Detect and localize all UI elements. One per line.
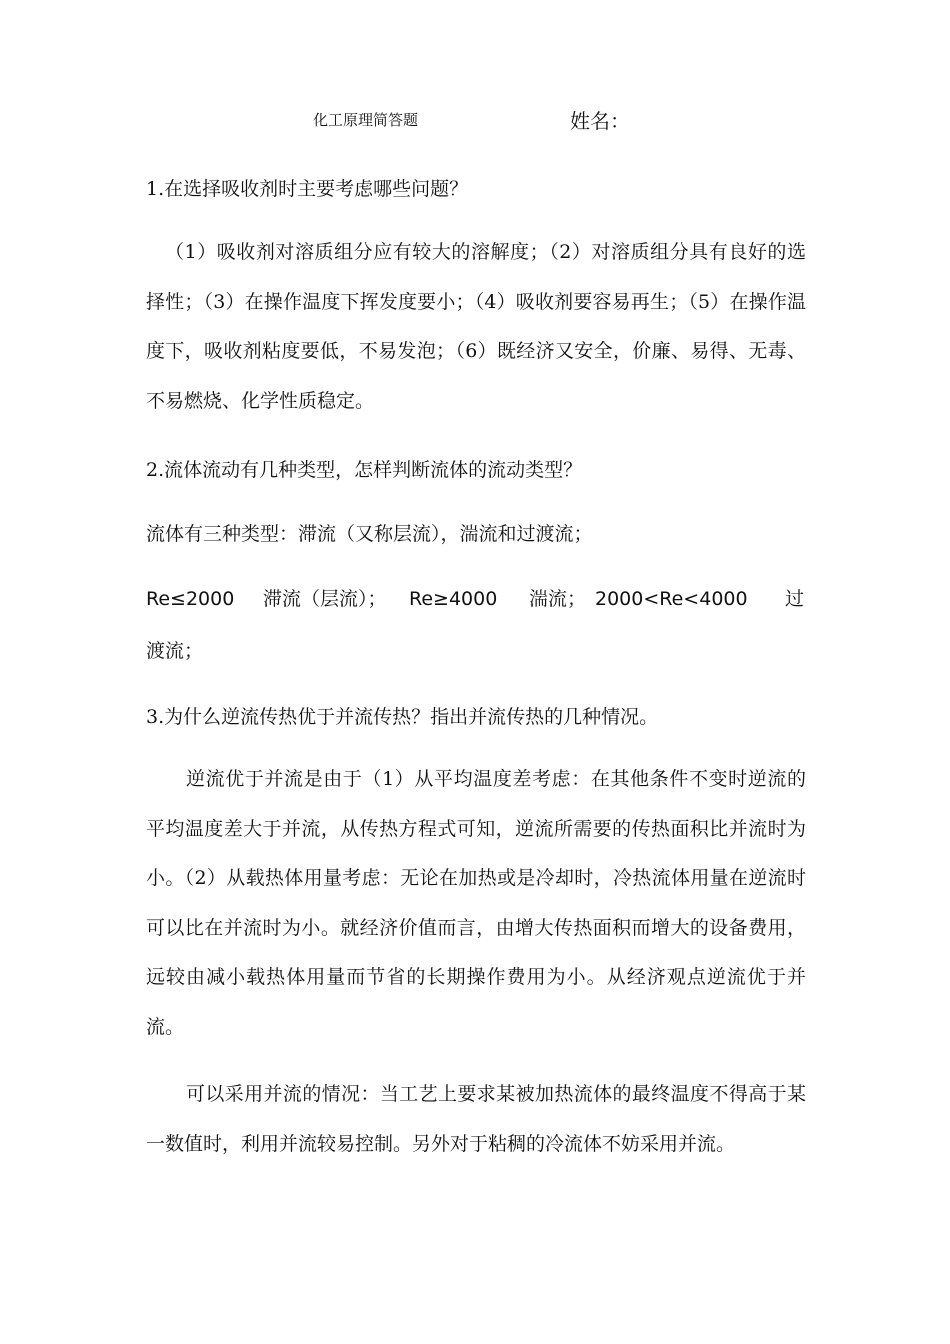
question-1: 1.在选择吸收剂时主要考虑哪些问题？	[146, 178, 469, 200]
answer-3-part-1: 逆流优于并流是由于（1）从平均温度差考虑：在其他条件不变时逆流的平均温度差大于并流，从传热方程式可知，逆流所需要的传热面积比并流时为小。（2）从载热体用量考虑：无论在加热或是冷却时，冷热流体用量在逆流时可以比在并流时为小。就经济价值而言，由增大传热面积而增大的设备费用，远较由减小载热体用量而节省的长期操作费用为小。从经济观点逆流优于并流。	[146, 768, 806, 1038]
answer-1: （1）吸收剂对溶质组分应有较大的溶解度；（2）对溶质组分具有良好的选择性；（3）在操作温度下挥发度要小；（4）吸收剂要容易再生；（5）在操作温度下，吸收剂粘度要低，不易发泡；（6）既经济又安全，价廉、易得、无毒、不易燃烧、化学性质稳定。	[146, 241, 806, 412]
question-3: 3.为什么逆流传热优于并流传热？指出并流传热的几种情况。	[146, 706, 659, 728]
answer-3-part-2: 可以采用并流的情况：当工艺上要求某被加热流体的最终温度不得高于某一数值时，利用并流较易控制。另外对于粘稠的冷流体不妨采用并流。	[146, 1083, 806, 1155]
re-turbulent-range: Re≥4000	[409, 588, 498, 610]
re-transition-label-end: 渡流；	[146, 640, 204, 662]
reynolds-criteria-row	[146, 584, 806, 614]
re-laminar-range: Re≤2000	[146, 588, 235, 610]
name-field-label: 姓名：	[570, 109, 630, 133]
document-title: 化工原理简答题	[313, 111, 419, 129]
question-2: 2.流体流动有几种类型，怎样判断流体的流动类型？	[146, 459, 583, 481]
answer-2-types: 流体有三种类型：滞流（又称层流），湍流和过渡流；	[146, 523, 593, 545]
re-turbulent-label: 湍流；	[529, 588, 587, 610]
re-laminar-label: 滞流（层流）；	[263, 588, 387, 610]
re-transition-label-start: 过	[785, 588, 805, 610]
re-transition-range: 2000<Re<4000	[595, 588, 748, 610]
